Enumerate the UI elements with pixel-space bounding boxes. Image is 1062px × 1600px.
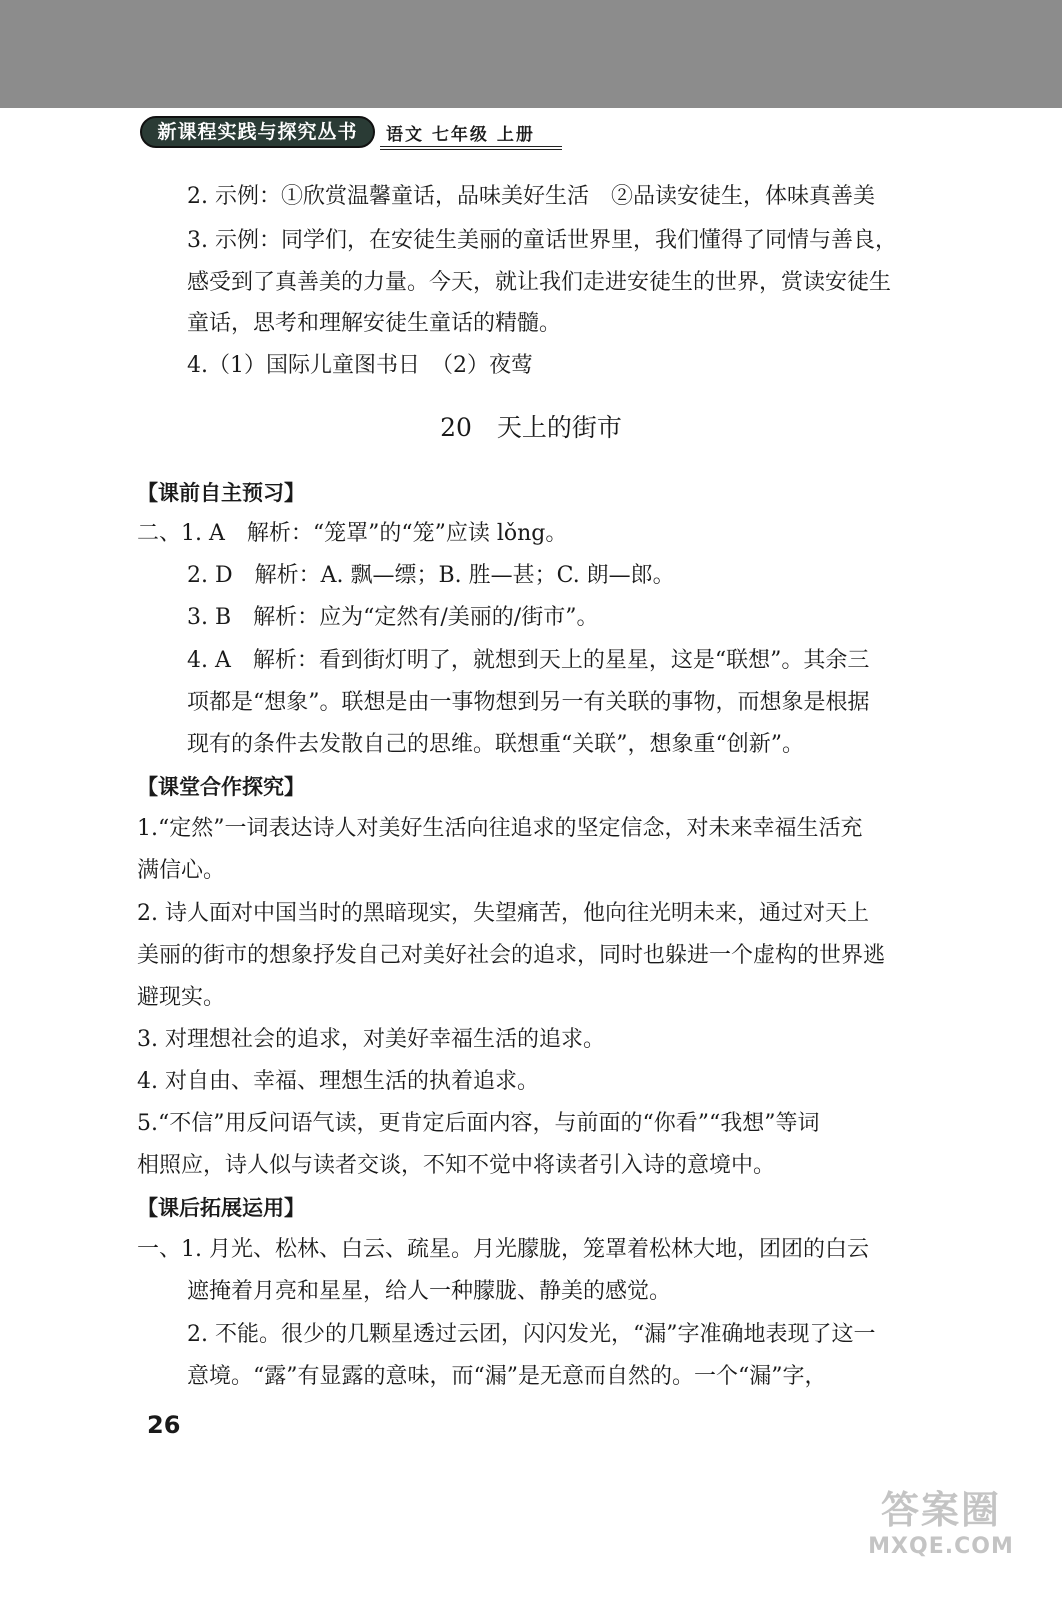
text-line: 3. 示例：同学们，在安徒生美丽的童话世界里，我们懂得了同情与善良， [187, 228, 897, 253]
watermark [866, 1486, 1016, 1560]
text-line: 二、1. A 解析：“笼罩”的“笼”应读 lǒng。 [137, 521, 568, 546]
text-line: 满信心。 [137, 858, 226, 883]
text-line: 童话，思考和理解安徒生童话的精髓。 [187, 311, 562, 336]
text-line: 2. D 解析：A. 飘—缥；B. 胜—甚；C. 朗—郎。 [187, 563, 675, 588]
text-line: 避现实。 [137, 985, 226, 1010]
text-line: 1.“定然”一词表达诗人对美好生活向往追求的坚定信念，对未来幸福生活充 [137, 816, 863, 841]
top-scan-band [0, 0, 1062, 108]
series-title-badge: 新课程实践与探究丛书 [140, 116, 375, 148]
lesson-title: 20 天上的街市 [440, 413, 622, 442]
text-line: 2. 不能。很少的几颗星透过云团，闪闪发光，“漏”字准确地表现了这一 [187, 1322, 876, 1347]
subject-label: 语文 七年级 上册 [386, 125, 535, 145]
text-line: 3. B 解析：应为“定然有/美丽的/街市”。 [187, 605, 599, 630]
text-line: 4. A 解析：看到街灯明了，就想到天上的星星，这是“联想”。其余三 [187, 648, 870, 673]
page-number: 26 [147, 1411, 181, 1439]
text-line: 意境。“露”有显露的意味，而“漏”是无意而自然的。一个“漏”字， [187, 1364, 827, 1389]
text-line: 4.（1）国际儿童图书日 （2）夜莺 [187, 353, 533, 378]
text-line: 一、1. 月光、松林、白云、疏星。月光朦胧，笼罩着松林大地，团团的白云 [137, 1237, 869, 1262]
watermark-url: MXQE.COM [868, 1534, 1014, 1559]
section-heading: 【课前自主预习】 [137, 481, 305, 505]
text-line: 相照应，诗人似与读者交谈，不知不觉中将读者引入诗的意境中。 [137, 1153, 776, 1178]
text-line: 2. 诗人面对中国当时的黑暗现实，失望痛苦，他向往光明未来，通过对天上 [137, 901, 869, 926]
section-heading: 【课后拓展运用】 [137, 1196, 305, 1220]
watermark-logo: 答案圈 [880, 1488, 1001, 1532]
section-heading: 【课堂合作探究】 [137, 775, 305, 799]
text-line: 4. 对自由、幸福、理想生活的执着追求。 [137, 1069, 539, 1094]
text-line: 美丽的街市的想象抒发自己对美好社会的追求，同时也躲进一个虚构的世界逃 [137, 943, 886, 968]
text-line: 3. 对理想社会的追求，对美好幸福生活的追求。 [137, 1027, 605, 1052]
text-line: 2. 示例：①欣赏温馨童话，品味美好生活 ②品读安徒生，体味真善美 [187, 184, 875, 209]
header-rule [380, 146, 562, 150]
text-line: 感受到了真善美的力量。今天，就让我们走进安徒生的世界，赏读安徒生 [187, 270, 892, 295]
text-line: 现有的条件去发散自己的思维。联想重“关联”，想象重“创新”。 [187, 732, 804, 757]
text-line: 遮掩着月亮和星星，给人一种朦胧、静美的感觉。 [187, 1279, 672, 1304]
text-line: 5.“不信”用反问语气读，更肯定后面内容，与前面的“你看”“我想”等词 [137, 1111, 820, 1136]
text-line: 项都是“想象”。联想是由一事物想到另一有关联的事物，而想象是根据 [187, 690, 870, 715]
